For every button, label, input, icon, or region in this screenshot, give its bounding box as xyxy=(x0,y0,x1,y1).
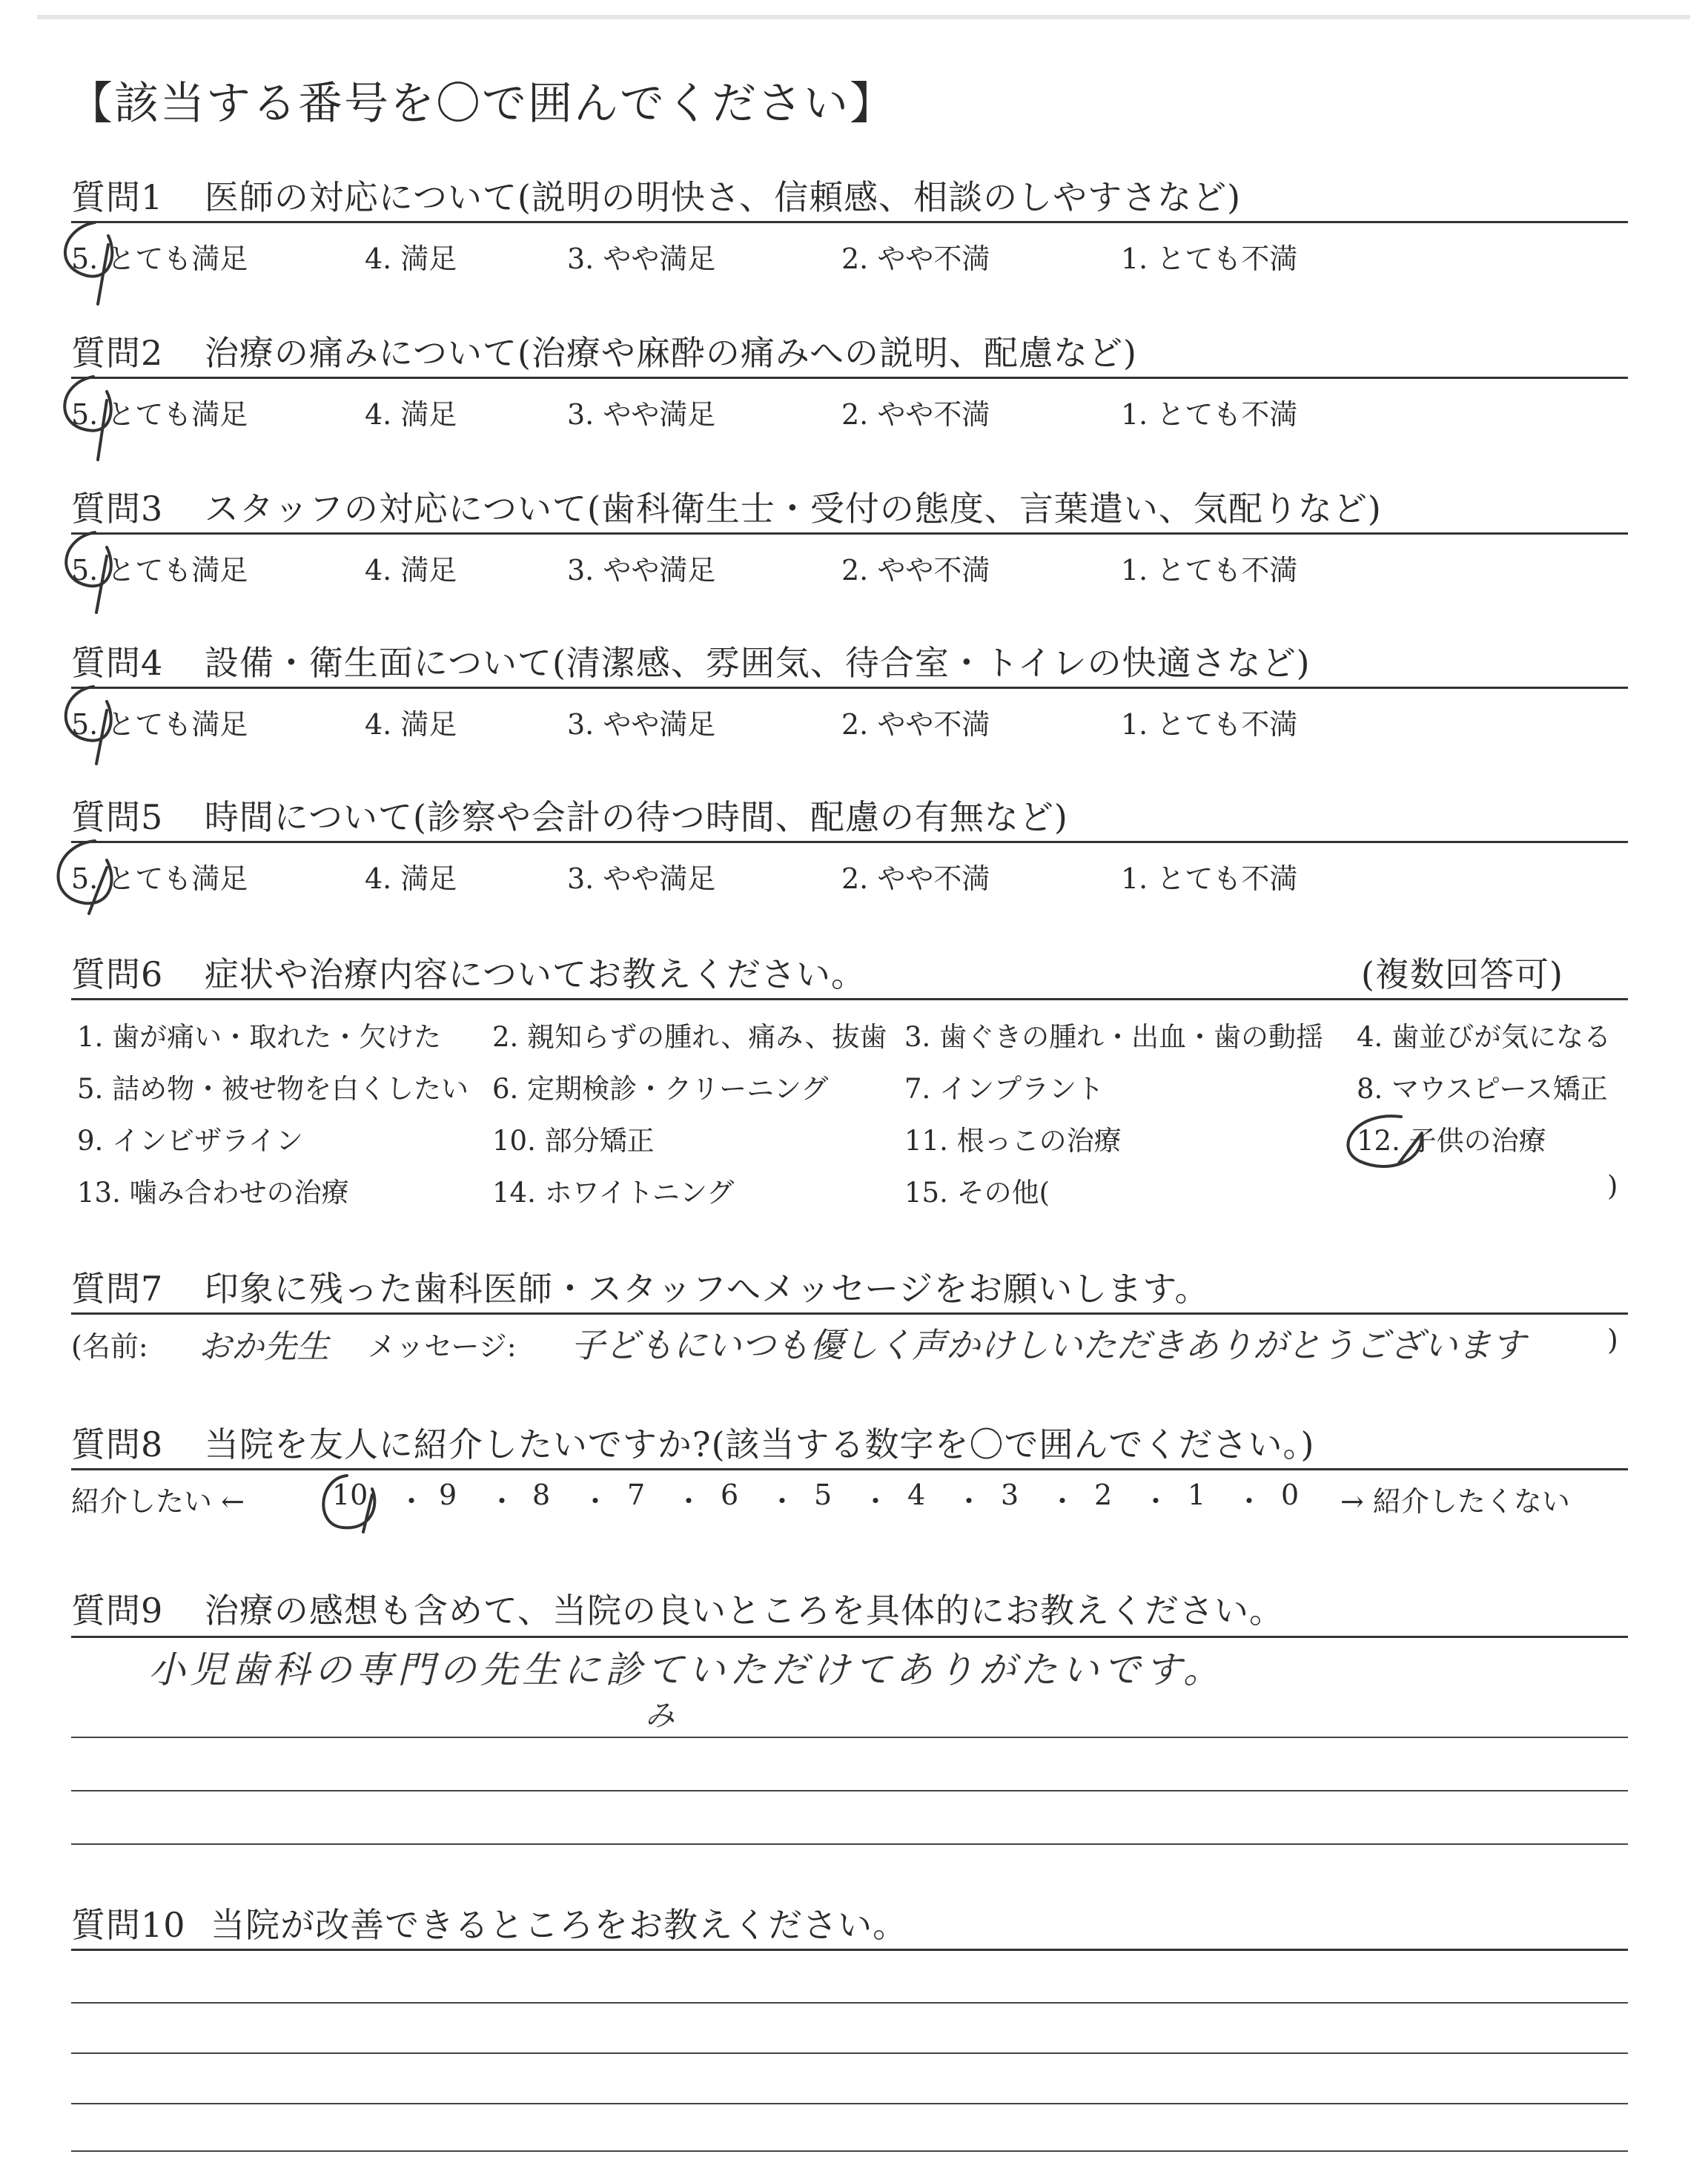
option-5[interactable]: 5. とても満足 xyxy=(71,398,248,431)
scale-2[interactable]: 2 xyxy=(1094,1479,1113,1511)
symptom-item[interactable]: 5. 詰め物・被せ物を白くしたい xyxy=(77,1073,469,1105)
scale-9[interactable]: 9 xyxy=(439,1479,457,1511)
recommend-right-label: → 紹介したくない xyxy=(1340,1485,1570,1518)
scale-0[interactable]: 0 xyxy=(1281,1479,1300,1511)
question-label: 質問5 xyxy=(71,797,164,837)
message-close-paren: ) xyxy=(1607,1324,1618,1356)
question-label: 質問3 xyxy=(71,489,164,529)
symptom-item[interactable]: 14. ホワイトニング xyxy=(492,1177,735,1209)
option-1[interactable]: 1. とても不満 xyxy=(1121,554,1298,587)
symptom-item[interactable]: 8. マウスピース矯正 xyxy=(1357,1073,1608,1105)
option-5[interactable]: 5. とても満足 xyxy=(71,554,248,587)
option-3[interactable]: 3. やや満足 xyxy=(567,242,716,275)
question-label: 質問10 xyxy=(71,1905,186,1945)
scale-1[interactable]: 1 xyxy=(1188,1479,1206,1511)
option-1[interactable]: 1. とても不満 xyxy=(1121,398,1298,431)
symptom-item-other[interactable]: 15. その他( xyxy=(904,1177,1050,1209)
question-text: 治療の感想も含めて、当院の良いところを具体的にお教えください。 xyxy=(204,1591,1284,1631)
option-4[interactable]: 4. 満足 xyxy=(365,242,457,275)
name-label: (名前: xyxy=(71,1330,148,1363)
question-text: 印象に残った歯科医師・スタッフへメッセージをお願いします。 xyxy=(204,1269,1210,1309)
recommend-left-label: 紹介したい ← xyxy=(71,1485,245,1518)
question-label: 質問1 xyxy=(71,177,164,217)
scale-6[interactable]: 6 xyxy=(721,1479,739,1511)
symptom-item[interactable]: 11. 根っこの治療 xyxy=(904,1125,1122,1157)
option-5[interactable]: 5. とても満足 xyxy=(71,708,248,741)
scale-10[interactable]: 10 xyxy=(332,1479,368,1511)
option-5[interactable]: 5. とても満足 xyxy=(71,242,248,275)
other-close-paren: ) xyxy=(1607,1170,1618,1202)
symptom-item[interactable]: 13. 噛み合わせの治療 xyxy=(77,1177,349,1209)
option-4[interactable]: 4. 満足 xyxy=(365,708,457,741)
symptom-item[interactable]: 3. 歯ぐきの腫れ・出血・歯の動揺 xyxy=(904,1021,1324,1053)
option-5[interactable]: 5. とても満足 xyxy=(71,862,248,895)
page-title: 【該当する番号を〇で囲んでください】 xyxy=(68,78,896,130)
symptom-item[interactable]: 4. 歯並びが気になる xyxy=(1357,1021,1612,1053)
scan-top-edge xyxy=(37,15,1690,19)
question-label: 質問2 xyxy=(71,333,164,373)
option-2[interactable]: 2. やや不満 xyxy=(841,862,990,895)
symptom-item[interactable]: 2. 親知らずの腫れ、痛み、抜歯 xyxy=(492,1021,887,1053)
symptom-item[interactable]: 9. インビザライン xyxy=(77,1125,303,1157)
question-text: 設備・衛生面について(清潔感、雰囲気、待合室・トイレの快適さなど) xyxy=(204,643,1311,683)
question-label: 質問9 xyxy=(71,1591,164,1631)
question-text: 症状や治療内容についてお教えください。 xyxy=(204,954,866,994)
option-1[interactable]: 1. とても不満 xyxy=(1121,242,1298,275)
question-text: 医師の対応について(説明の明快さ、信頼感、相談のしやすさなど) xyxy=(204,177,1242,217)
option-1[interactable]: 1. とても不満 xyxy=(1121,708,1298,741)
question-text: 当院が改善できるところをお教えください。 xyxy=(211,1905,908,1945)
scale-4[interactable]: 4 xyxy=(907,1479,926,1511)
good-points-answer[interactable]: 小児歯科の専門の先生に診ていただけてありがたいです。 xyxy=(148,1648,1225,1691)
scale-7[interactable]: 7 xyxy=(627,1479,646,1511)
option-2[interactable]: 2. やや不満 xyxy=(841,708,990,741)
option-1[interactable]: 1. とても不満 xyxy=(1121,862,1298,895)
symptom-item[interactable]: 10. 部分矯正 xyxy=(492,1125,655,1157)
symptom-item[interactable]: 6. 定期検診・クリーニング xyxy=(492,1073,829,1105)
option-4[interactable]: 4. 満足 xyxy=(365,862,457,895)
symptom-item-selected[interactable]: 12. 子供の治療 xyxy=(1357,1125,1546,1157)
option-2[interactable]: 2. やや不満 xyxy=(841,242,990,275)
question-label: 質問4 xyxy=(71,643,164,683)
message-answer[interactable]: 子どもにいつも優しく声かけしいただきありがとうございます xyxy=(571,1325,1526,1365)
question-text: スタッフの対応について(歯科衛生士・受付の態度、言葉遣い、気配りなど) xyxy=(204,489,1382,529)
question-text: 治療の痛みについて(治療や麻酔の痛みへの説明、配慮など) xyxy=(204,333,1137,373)
name-answer[interactable]: おか先生 xyxy=(199,1328,329,1366)
handwritten-correction: み xyxy=(645,1699,675,1733)
option-2[interactable]: 2. やや不満 xyxy=(841,554,990,587)
message-label: メッセージ: xyxy=(368,1330,517,1363)
option-4[interactable]: 4. 満足 xyxy=(365,398,457,431)
symptom-item[interactable]: 7. インプラント xyxy=(904,1073,1105,1105)
option-3[interactable]: 3. やや満足 xyxy=(567,862,716,895)
scale-5[interactable]: 5 xyxy=(814,1479,833,1511)
multiple-answer-note: (複数回答可) xyxy=(1361,954,1563,994)
option-3[interactable]: 3. やや満足 xyxy=(567,554,716,587)
question-text: 当院を友人に紹介したいですか?(該当する数字を〇で囲んでください。) xyxy=(204,1424,1315,1464)
question-text: 時間について(診察や会計の待つ時間、配慮の有無など) xyxy=(204,797,1068,837)
scale-3[interactable]: 3 xyxy=(1001,1479,1019,1511)
question-label: 質問7 xyxy=(71,1269,164,1309)
symptom-item[interactable]: 1. 歯が痛い・取れた・欠けた xyxy=(77,1021,442,1053)
option-3[interactable]: 3. やや満足 xyxy=(567,708,716,741)
option-2[interactable]: 2. やや不満 xyxy=(841,398,990,431)
option-3[interactable]: 3. やや満足 xyxy=(567,398,716,431)
scale-8[interactable]: 8 xyxy=(532,1479,551,1511)
question-label: 質問6 xyxy=(71,954,164,994)
option-4[interactable]: 4. 満足 xyxy=(365,554,457,587)
question-label: 質問8 xyxy=(71,1424,164,1464)
